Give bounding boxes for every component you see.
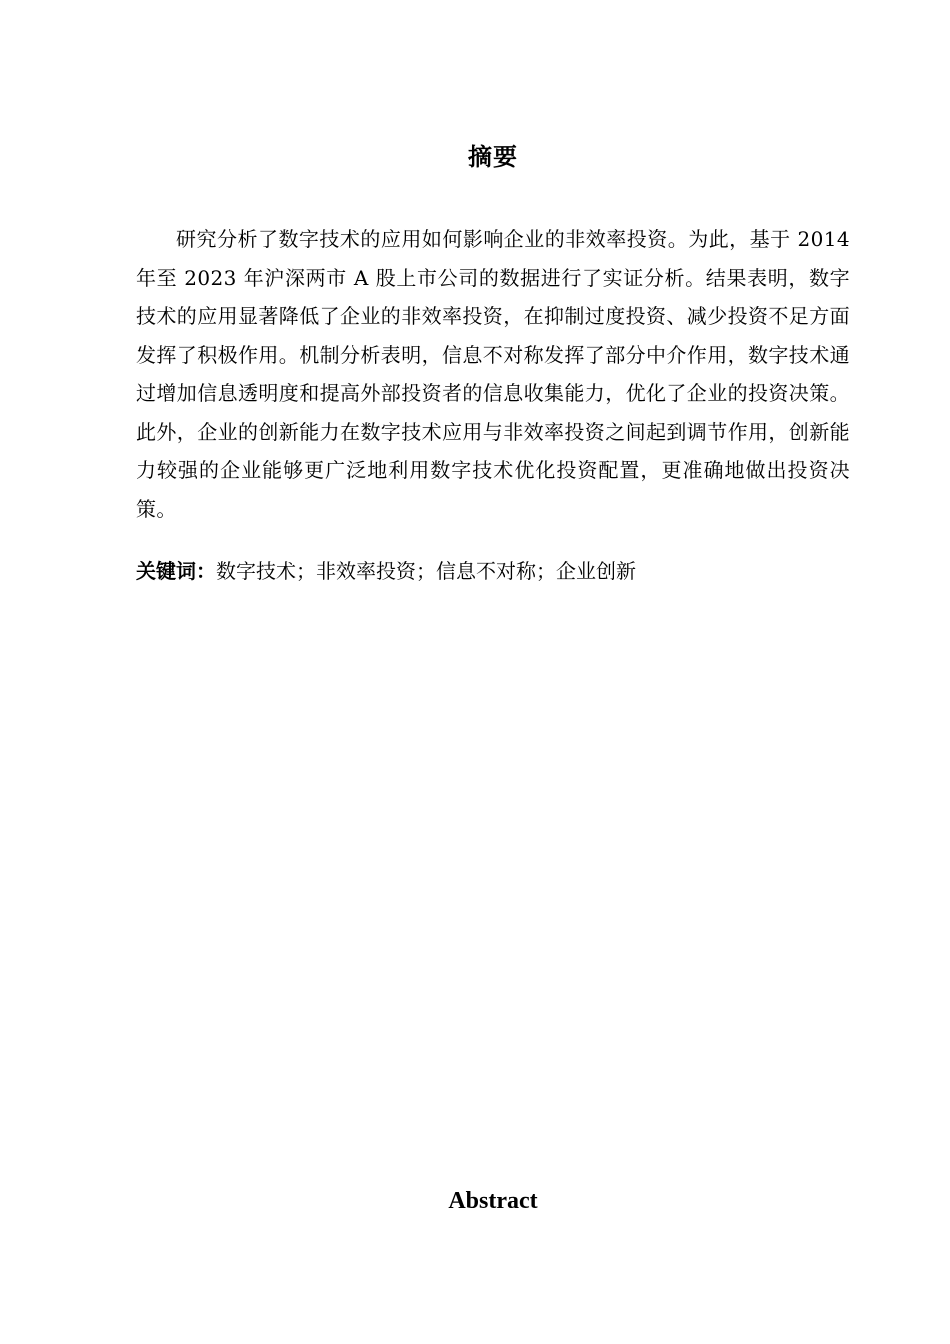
keywords-line — [136, 554, 850, 588]
keywords-text: 数字技术；非效率投资；信息不对称；企业创新 — [216, 559, 636, 583]
keywords-label: 关键词： — [136, 559, 216, 583]
abstract-title-cn: 摘要 — [468, 143, 518, 171]
abstract-title-en: Abstract — [448, 1188, 538, 1214]
abstract-body-cn: 研究分析了数字技术的应用如何影响企业的非效率投资。为此，基于 2014 年至 2023 年沪深两市 A 股上市公司的数据进行了实证分析。结果表明，数字技术的应用显著降低了企业的非效率投资，在抑制过度投资、减少投资不足方面发挥了积极作用。机制分析表明，信息不对称发挥了部分中介作用，数字技术通过增加信息透明度和提高外部投资者的信息收集能力，优化了企业的投资决策。此外，企业的创新能力在数字技术应用与非效率投资之间起到调节作用，创新能力较强的企业能够更广泛地利用数字技术优化投资配置，更准确地做出投资决策。 — [136, 227, 850, 521]
